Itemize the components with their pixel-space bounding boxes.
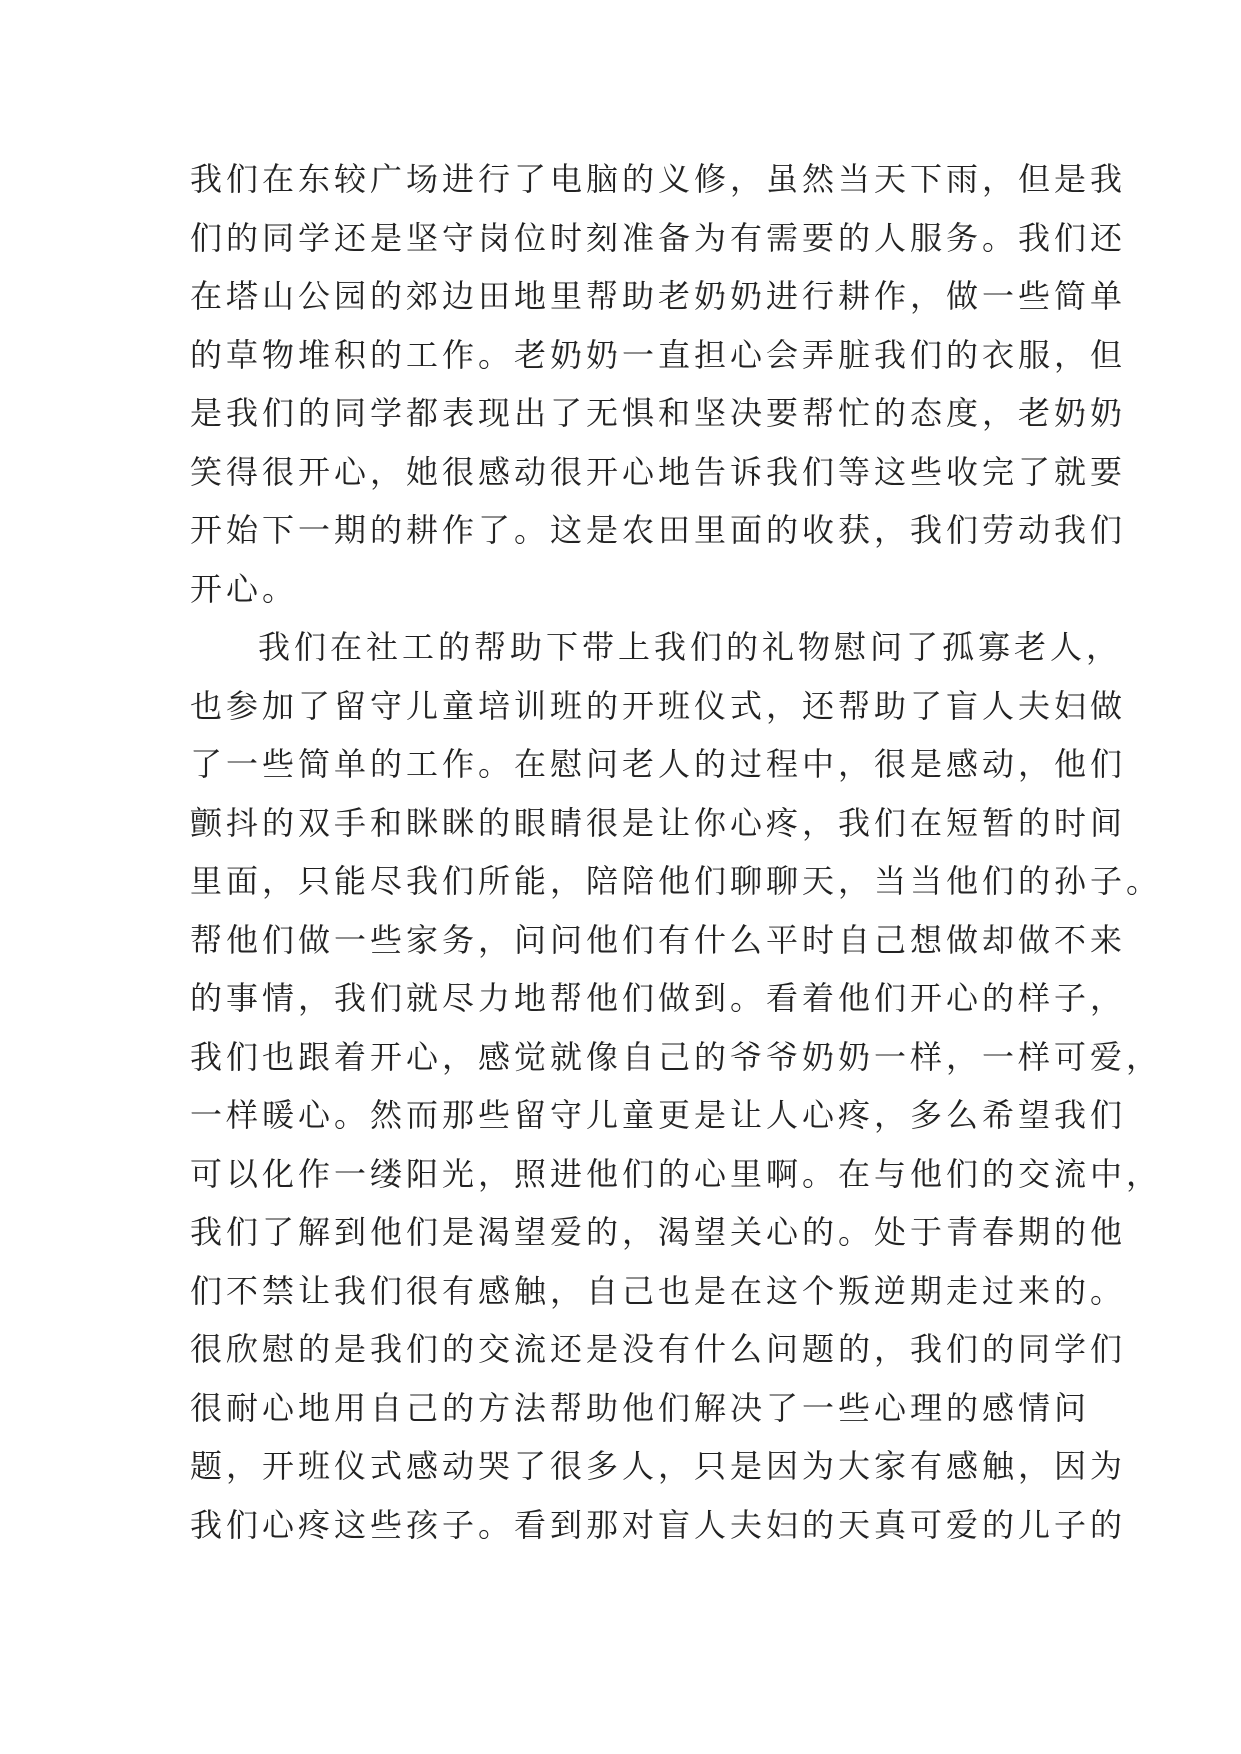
document-body <box>190 150 1163 1554</box>
text-line: 开始下一期的耕作了。这是农田里面的收获，我们劳动我们 <box>190 511 1127 549</box>
text-line: 我们在社工的帮助下带上我们的礼物慰问了孤寡老人， <box>258 628 1123 666</box>
text-line: 笑得很开心，她很感动很开心地告诉我们等这些收完了就要 <box>190 452 1127 491</box>
text-line: 我们在东较广场进行了电脑的义修，虽然当天下雨，但是我 <box>190 160 1127 198</box>
text-line: 可以化作一缕阳光，照进他们的心里啊。在与他们的交流中， <box>190 1154 1163 1193</box>
text-line: 的事情，我们就尽力地帮他们做到。看着他们开心的样子， <box>190 979 1127 1017</box>
text-line: 一样暖心。然而那些留守儿童更是让人心疼，多么希望我们 <box>190 1096 1127 1134</box>
text-line: 的草物堆积的工作。老奶奶一直担心会弄脏我们的衣服，但 <box>190 335 1127 374</box>
text-line: 我们了解到他们是渴望爱的，渴望关心的。处于青春期的他 <box>190 1213 1127 1251</box>
text-line: 开心。 <box>190 569 299 608</box>
text-line: 颤抖的双手和眯眯的眼睛很是让你心疼，我们在短暂的时间 <box>190 803 1127 842</box>
text-line: 是我们的同学都表现出了无惧和坚决要帮忙的态度，老奶奶 <box>190 394 1127 432</box>
text-line: 们不禁让我们很有感触，自己也是在这个叛逆期走过来的。 <box>190 1271 1127 1310</box>
text-line: 在塔山公园的郊边田地里帮助老奶奶进行耕作，做一些简单 <box>190 277 1127 315</box>
text-line: 里面，只能尽我们所能，陪陪他们聊聊天，当当他们的孙子。 <box>190 862 1163 900</box>
paragraph-2 <box>190 618 1163 1554</box>
paragraph-1 <box>190 150 1127 618</box>
text-line: 帮他们做一些家务，问问他们有什么平时自己想做却做不来 <box>190 920 1127 959</box>
text-line: 我们心疼这些孩子。看到那对盲人夫妇的天真可爱的儿子的 <box>190 1505 1127 1544</box>
text-line: 们的同学还是坚守岗位时刻准备为有需要的人服务。我们还 <box>190 218 1127 257</box>
text-line: 题，开班仪式感动哭了很多人，只是因为大家有感触，因为 <box>190 1447 1127 1485</box>
text-line: 很欣慰的是我们的交流还是没有什么问题的，我们的同学们 <box>190 1330 1127 1368</box>
text-line: 也参加了留守儿童培训班的开班仪式，还帮助了盲人夫妇做 <box>190 686 1127 725</box>
text-line: 很耐心地用自己的方法帮助他们解决了一些心理的感情问 <box>190 1388 1091 1427</box>
text-line: 了一些简单的工作。在慰问老人的过程中，很是感动，他们 <box>190 745 1127 783</box>
text-line: 我们也跟着开心，感觉就像自己的爷爷奶奶一样，一样可爱， <box>190 1037 1163 1076</box>
